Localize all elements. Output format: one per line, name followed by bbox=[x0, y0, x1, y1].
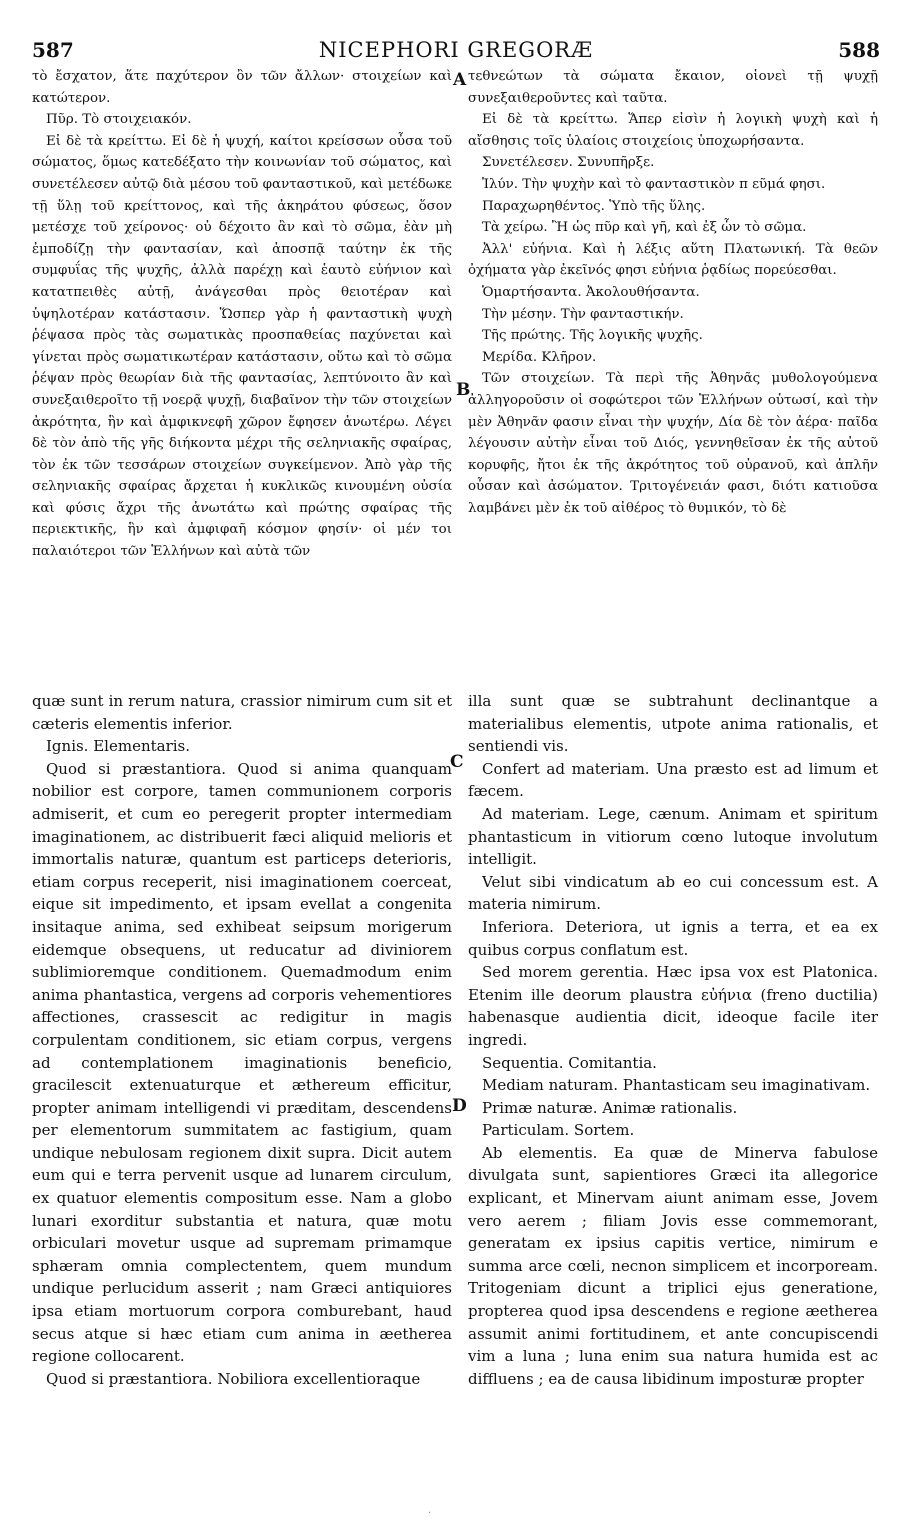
greek-gloss: Ἰλύν. Τὴν ψυχὴν καὶ τὸ φανταστικὸν π εῦμά φησι. bbox=[482, 176, 826, 192]
latin-gloss: Ab elementis. Ea quæ de Minerva fabulose divulgata sunt, sapientiores Græci ita allegorice explicant, et Minervam aiunt animam esse, Jovem vero aerem ; filiam Jovis esse commemorant, generatam ex ipsius capitis vertice, nimirum e summa arce cœli, necnon simplicem et incorpoream. Tritogeniam dicunt a triplici ejus generatione, propterea quod ipsa descendens e regione æetherea assumit animi fortitudinem, et ante concupiscendi vim a luna ; luna enim sua natura humida est ac diffluens ; ea de causa libidinum imposturæ propter bbox=[468, 1143, 878, 1388]
greek-paragraph: τὸ ἔσχατον, ἅτε παχύτερον ὂν τῶν ἄλλων· στοιχείων καὶ κατώτερον. bbox=[32, 69, 452, 106]
greek-gloss: Πῦρ. Τὸ στοιχειακόν. bbox=[46, 112, 192, 128]
latin-paragraph: quæ sunt in rerum natura, crassior nimirum cum sit et cæteris elementis inferior. bbox=[32, 692, 452, 733]
greek-gloss: Τῶν στοιχείων. Τὰ περὶ τῆς Ἀθηνᾶς μυθολογούμενα ἀλληγοροῦσιν οἱ σοφώτεροι τῶν Ἑλλήνων οὑτωσί, καὶ τὴν μὲν Ἀθηνᾶν φασιν εἶναι τὴν ψυχήν, Δία δὲ τὸν ἀέρα· παῖδα λέγουσιν αὐτὴν εἶναι τοῦ Διός, γεννηθεῖσαν ἐκ τῆς αὐτοῦ κορυφῆς, ἤτοι ἐκ τῆς ἀκρότητος τοῦ οὐρανοῦ, καὶ ἁπλῆν οὖσαν καὶ ἀσώματον. Τριτογένειάν φασι, διότι κατιοῦσα λαμβάνει μὲν ἐκ τοῦ αἰθέρος τὸ θυμικόν, τὸ δὲ bbox=[468, 371, 878, 516]
greek-gloss: Τὰ χείρω. Ἢ ὡς πῦρ καὶ γῆ, καὶ ἐξ ὧν τὸ σῶμα. bbox=[482, 220, 807, 236]
greek-column-right bbox=[468, 66, 878, 519]
latin-gloss: Ad materiam. Lege, cænum. Animam et spiritum phantasticum in vitiorum cœno lutoque involutum intelligit. bbox=[468, 804, 878, 869]
margin-letter-a: A bbox=[453, 70, 467, 90]
greek-gloss: Συνετέλεσεν. Συνυπῆρξε. bbox=[482, 155, 655, 171]
latin-paragraph: illa sunt quæ se subtrahunt declinantque a materialibus elementis, utpote anima rationalis, et sentiendi vis. bbox=[468, 692, 878, 756]
latin-gloss: Sed morem gerentia. Hæc ipsa vox est Platonica. Etenim ille deorum plaustra εὐήνια (freno ductilia) habenasque audientia dicit, ideoque facile iter ingredi. bbox=[468, 963, 878, 1049]
greek-column-left bbox=[32, 66, 452, 563]
page-number-left: 587 bbox=[32, 38, 74, 62]
page-number-right: 588 bbox=[838, 38, 880, 62]
greek-gloss: Μερίδα. Κλῆρον. bbox=[482, 349, 597, 365]
latin-gloss: Particulam. Sortem. bbox=[482, 1121, 635, 1140]
greek-gloss: Τὴν μέσην. Τὴν φανταστικήν. bbox=[482, 306, 684, 322]
margin-letter-c: C bbox=[450, 752, 464, 772]
latin-gloss: Velut sibi vindicatum ab eo cui concessum est. A materia nimirum. bbox=[468, 872, 878, 914]
greek-gloss: Ὁμαρτήσαντα. Ἀκολουθήσαντα. bbox=[482, 284, 700, 300]
latin-gloss: Sequentia. Comitantia. bbox=[482, 1053, 657, 1072]
margin-letter-b: B bbox=[456, 380, 471, 400]
greek-gloss: Εἰ δὲ τὰ κρείττω. Εἰ δὲ ἡ ψυχή, καίτοι κρείσσων οὖσα τοῦ σώματος, ὅμως κατεδέξατο τὴν κοινωνίαν τοῦ σώματος, καὶ συνετέλεσεν αὐτῷ διὰ μέσου τοῦ φανταστικοῦ, καὶ μετέδωκε τῇ ὕλῃ τοῦ κρείττονος, καὶ τῆς ἀκηράτου φύσεως, ὅσον μετέσχε τοῦ χείρονος· οὐ δέχοιτο ἂν καὶ τὸ σῶμα, ἐὰν μὴ ἐμποδίζῃ τὴν φαντασίαν, καὶ ἀποσπᾷ ταύτην ἐκ τῆς συμφυΐας τῆς ψυχῆς, ἀλλὰ παρέχῃ καὶ ἑαυτὸ εὐήνιον καὶ κατατπειθὲς αὐτῇ, ἀνάγεσθαι πρὸς θειοτέραν καὶ ὑψηλοτέραν κατάστασιν. Ὥσπερ γὰρ ἡ φανταστικὴ ψυχὴ ῥέψασα πρὸς τὰς σωματικὰς προσπαθείας παχύνεται καὶ γίνεται πρὸς σωματικωτέραν κατάστασιν, οὕτω καὶ τὸ σῶμα ῥέψαν πρὸς θεωρίαν διὰ τῆς φαντασίας, λεπτύνοιτο ἂν καὶ συνεξαιθεροῖτο τῇ νοερᾷ ψυχῇ, διαβαῖνον τὴν τῶν στοιχείων ἀκρότητα, ἣν καὶ ἀμφικνεφῆ χῶρον ἔφησεν ἀνωτέρω. Λέγει δὲ τὸν ἀπὸ τῆς γῆς διήκοντα μέχρι τῆς σεληνιακῆς σφαίρας, τὸν ἐκ τῶν τεσσάρων στοιχείων συγκείμενον. Ἀπὸ γὰρ τῆς σεληνιακῆς σφαίρας ἄρχεται ἡ κυκλικῶς κινουμένη οὐσία καὶ φύσις ἄχρι τῆς ἀνωτάτω καὶ πρώτης σφαίρας τῆς περιεκτικῆς, ἣν καὶ ἀμφιφαῆ κόσμον φησίν· οἱ μέν τοι παλαιότεροι τῶν Ἑλλήνων καὶ αὐτὰ τῶν bbox=[32, 133, 452, 560]
print-smudge: · bbox=[428, 1508, 432, 1519]
greek-gloss: Παραχωρηθέντος. Ὑπὸ τῆς ὕλης. bbox=[482, 198, 706, 214]
latin-gloss: Confert ad materiam. Una præsto est ad limum et fæcem. bbox=[468, 759, 878, 801]
greek-gloss: Ἀλλ' εὐήνια. Καὶ ἡ λέξις αὕτη Πλατωνική. Τὰ θεῶν ὀχήματα γὰρ ἐκεῖνός φησι εὐήνια ῥᾳδίως πορεύεσθαι. bbox=[468, 241, 878, 279]
latin-gloss: Quod si præstantiora. Quod si anima quanquam nobilior est corpore, tamen communionem corporis admiserit, et cum eo peregerit propter intermediam imaginationem, ac distribuerit fæci aliquid melioris et immortalis naturæ, quantum est particeps deterioris, etiam corpus receperit, nisi imaginationem coerceat, eique sit impedimento, et ipsam evellat a congenita insitaque anima, sed exhibeat seipsum morigerum eidemque obsequens, ut reducatur ad diviniorem sublimioremque conditionem. Quemadmodum enim anima phantastica, vergens ad corporis vehementiores affectiones, crassescit ac redigitur in magis corpulentam conditionem, sic etiam corpus, vergens ad contemplationem imaginationis beneficio, gracilescit extenuaturque et æthereum efficitur, propter animam intelligendi vi præditam, descendens per elementorum summitatem ac fastigium, quam undique nebulosam regionem dixit supra. Dicit autem eum qui e terra pervenit usque ad lunarem circulum, ex quatuor elementis compositum esse. Nam a globo lunari exorditur substantia et natura, quæ motu orbiculari movetur usque ad supremam primamque sphæram omnia complectentem, quem mundum undique perlucidum asserit ; nam Græci antiquiores ipsa etiam mortuorum corpora comburebant, haud secus atque si hæc etiam cum anima in æetherea regione collocarent. bbox=[32, 759, 452, 1366]
latin-gloss: Quod si præstantiora. Nobiliora excellentioraque bbox=[46, 1369, 421, 1388]
greek-gloss: Εἰ δὲ τὰ κρείττω. Ἅπερ εἰσὶν ἡ λογικὴ ψυχὴ καὶ ἡ αἴσθησις τοῖς ὑλαίοις στοιχείοις ὑποχωρήσαντα. bbox=[468, 112, 878, 149]
latin-gloss: Mediam naturam. Phantasticam seu imaginativam. bbox=[482, 1076, 871, 1095]
greek-paragraph: τεθνεώτων τὰ σώματα ἔκαιον, οἱονεὶ τῇ ψυχῇ συνεξαιθεροῦντες καὶ ταῦτα. bbox=[468, 69, 878, 106]
running-header bbox=[32, 38, 880, 64]
greek-gloss: Τῆς πρώτης. Τῆς λογικῆς ψυχῆς. bbox=[482, 328, 703, 344]
margin-letter-d: D bbox=[452, 1096, 467, 1116]
latin-gloss: Ignis. Elementaris. bbox=[46, 737, 191, 756]
latin-column-left bbox=[32, 690, 452, 1390]
running-title: NICEPHORI GREGORÆ bbox=[318, 38, 594, 62]
latin-gloss: Inferiora. Deteriora, ut ignis a terra, et ea ex quibus corpus conflatum est. bbox=[468, 917, 878, 959]
latin-column-right bbox=[468, 690, 878, 1390]
latin-gloss: Primæ naturæ. Animæ rationalis. bbox=[482, 1098, 738, 1117]
